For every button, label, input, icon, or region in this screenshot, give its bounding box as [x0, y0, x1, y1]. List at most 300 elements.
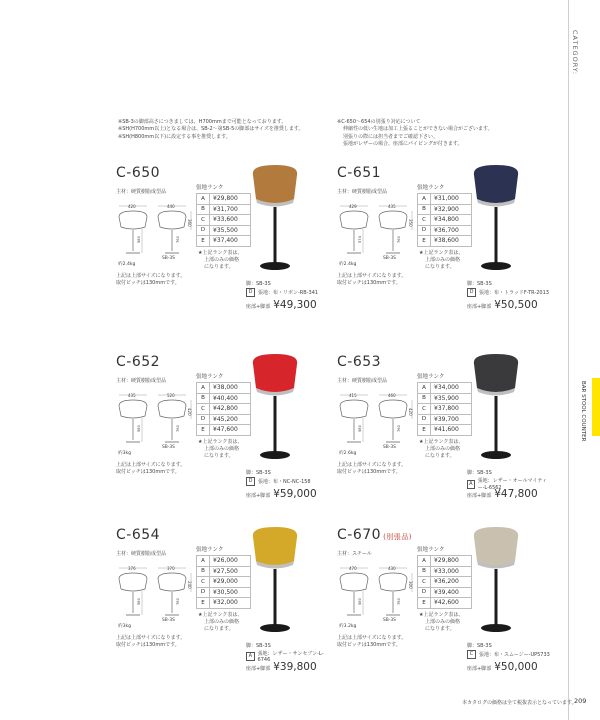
rank-row [197, 414, 251, 425]
rank-table [417, 555, 472, 609]
note-line: 別張りの際には担当者までご確認下さい。 [343, 133, 439, 140]
category-tab-label: BAR STOOL COUNTER [580, 381, 586, 442]
stool-base [260, 451, 290, 459]
note-line: 張地がレザーの場合、座部にパイピングが付きます。 [343, 141, 463, 148]
overall-height-text: 760 [176, 425, 180, 432]
rank-grade: E [418, 598, 431, 609]
footer-note: 本カタログの価格は全て税抜表示となっています。 [462, 700, 577, 706]
dimension-drawing [337, 203, 417, 267]
rank-row [197, 204, 251, 215]
depth-dim-text: 430 [388, 566, 396, 571]
fabric-grade-box: D [467, 288, 476, 297]
stool-pole [495, 396, 498, 452]
rank-note [419, 439, 463, 460]
rank-grade: B [418, 566, 431, 577]
rank-grade: B [197, 393, 210, 404]
price-label: 座部+脚部 [246, 666, 271, 672]
side-view-seat [379, 400, 407, 418]
rank-note-line: ★上記ランク表は、 [198, 439, 243, 445]
pitch-note-line: 上記は上部サイズになります。 [116, 273, 186, 279]
pitch-note-line: 取付ピッチは130mmです。 [337, 280, 401, 287]
model-code: C-670 [337, 527, 382, 543]
stool-image [467, 163, 525, 275]
rank-price: ¥47,600 [210, 425, 251, 436]
stool-image [467, 352, 525, 464]
rank-price: ¥29,000 [210, 577, 251, 588]
model-code: C-653 [337, 354, 382, 370]
fabric-line [467, 650, 550, 659]
rank-note [198, 439, 242, 460]
rank-row [418, 587, 472, 598]
overall-height-text: 760 [176, 236, 180, 243]
width-dim-text: 420 [128, 204, 136, 209]
legs-text: 脚：SB-3S [467, 281, 492, 287]
rank-row [418, 404, 472, 415]
material-text: 主材：硬質樹脂成型品 [337, 378, 388, 384]
stool-seat [474, 165, 518, 203]
pitch-note [116, 273, 185, 287]
rank-row [197, 225, 251, 236]
stool-pole [495, 207, 498, 263]
rank-price: ¥29,800 [431, 556, 472, 567]
rank-note [198, 250, 242, 271]
rank-price: ¥35,900 [431, 393, 472, 404]
rank-grade: A [197, 194, 210, 205]
rank-grade: C [418, 577, 431, 588]
product-card [337, 163, 552, 328]
height-dim-text: 350 [408, 219, 413, 227]
rank-price: ¥42,800 [210, 404, 251, 415]
rank-row [418, 598, 472, 609]
rank-row [197, 425, 251, 436]
note-line: 伸縮性の低い生地は加工上張ることができない場合がございます。 [343, 126, 493, 133]
rank-table [417, 382, 472, 436]
price-line [467, 299, 538, 311]
stool-seat [253, 527, 297, 565]
rank-note-line: になります。 [204, 626, 234, 632]
rank-price: ¥42,600 [431, 598, 472, 609]
rank-price: ¥34,800 [431, 215, 472, 226]
price-line [246, 299, 317, 311]
material-text: 主材：硬質樹脂成型品 [116, 551, 167, 557]
rank-price: ¥37,800 [431, 404, 472, 415]
rank-row [197, 194, 251, 205]
seat-height-text: 580 [137, 598, 141, 605]
rank-price: ¥30,500 [210, 587, 251, 598]
weight-text: 約3.2kg [339, 624, 357, 629]
rank-table [196, 382, 251, 436]
stool-seat [474, 354, 518, 392]
leg-code-text: SB-3S [383, 445, 396, 450]
pitch-note-line: 上記は上部サイズになります。 [337, 635, 407, 641]
model-code: C-650 [116, 165, 161, 181]
model-extra: (別張品) [383, 533, 413, 541]
rank-grade: C [418, 404, 431, 415]
model-name [337, 165, 383, 181]
rank-row [197, 577, 251, 588]
rank-grade: D [418, 225, 431, 236]
fabric-text: 張地：布・トラッドF-TR-2013 [479, 290, 549, 296]
stool-base [260, 624, 290, 632]
width-dim-text: 376 [128, 566, 136, 571]
sidebar-divider [568, 0, 569, 720]
overall-height-text: 760 [397, 236, 401, 243]
rank-grade: C [197, 215, 210, 226]
rank-price: ¥37,400 [210, 236, 251, 247]
stool-pole [274, 207, 277, 263]
pitch-note-line: 上記は上部サイズになります。 [116, 635, 186, 641]
rank-row [418, 414, 472, 425]
depth-dim-text: 460 [388, 393, 396, 398]
legs-text: 脚：SB-3S [246, 281, 271, 287]
model-code: C-651 [337, 165, 382, 181]
rank-grade: E [197, 425, 210, 436]
weight-text: 約2.4kg [339, 262, 357, 267]
rank-grade: C [197, 404, 210, 415]
model-name [116, 527, 162, 543]
rank-note-line: ★上記ランク表は、 [419, 439, 464, 445]
rank-price: ¥38,600 [431, 236, 472, 247]
price-line [246, 488, 317, 500]
rank-price: ¥45,200 [210, 414, 251, 425]
price-value: ¥47,800 [494, 488, 538, 500]
rank-row [197, 566, 251, 577]
dimension-drawing [116, 203, 196, 267]
rank-row [197, 236, 251, 247]
price-label: 座部+脚部 [467, 304, 492, 310]
rank-grade: E [418, 425, 431, 436]
pitch-note-line: 取付ピッチは130mmです。 [116, 642, 180, 649]
rank-title: 張地ランク [417, 547, 445, 553]
rank-price: ¥41,600 [431, 425, 472, 436]
rank-grade: C [197, 577, 210, 588]
rank-title: 張地ランク [417, 374, 445, 380]
rank-row [418, 577, 472, 588]
fabric-grade-box: D [246, 477, 255, 486]
height-dim-text: 300 [408, 581, 413, 589]
rank-grade: D [197, 225, 210, 236]
pitch-note [116, 462, 185, 476]
model-name [116, 354, 162, 370]
rank-note [419, 612, 463, 633]
rank-price: ¥36,200 [431, 577, 472, 588]
rank-grade: A [418, 194, 431, 205]
rank-price: ¥32,900 [431, 204, 472, 215]
material-text: 主材：硬質樹脂成型品 [337, 189, 388, 195]
rank-grade: E [197, 598, 210, 609]
depth-dim-text: 435 [388, 204, 396, 209]
seat-height-text: 580 [358, 598, 362, 605]
rank-note-line: になります。 [204, 264, 234, 270]
price-line [467, 488, 538, 500]
product-card [116, 163, 331, 328]
stool-image [246, 352, 304, 464]
page-number: 209 [574, 697, 587, 705]
rank-row [418, 393, 472, 404]
stool-image [246, 525, 304, 637]
rank-row [418, 425, 472, 436]
rank-grade: B [197, 566, 210, 577]
overall-height-text: 760 [176, 598, 180, 605]
side-view-seat [158, 573, 186, 591]
height-dim-text: 360 [187, 219, 192, 227]
rank-price: ¥36,700 [431, 225, 472, 236]
rank-row [418, 236, 472, 247]
fabric-line [246, 288, 318, 297]
weight-text: 約2.6kg [339, 451, 357, 456]
overall-height-text: 760 [397, 598, 401, 605]
material-text: 主材：スチール [337, 551, 372, 557]
width-dim-text: 429 [349, 204, 357, 209]
stool-base [481, 451, 511, 459]
fabric-grade-box: C [467, 650, 476, 659]
rank-price: ¥39,400 [431, 587, 472, 598]
side-view-seat [158, 211, 186, 229]
category-label: CATEGORY: [571, 30, 579, 76]
rank-grade: A [197, 556, 210, 567]
rank-table [196, 555, 251, 609]
rank-row [197, 556, 251, 567]
rank-grade: D [197, 414, 210, 425]
stool-base [481, 624, 511, 632]
pitch-note-line: 取付ピッチは130mmです。 [337, 469, 401, 476]
rank-note [198, 612, 242, 633]
dimension-drawing [337, 392, 417, 456]
rank-row [418, 566, 472, 577]
stool-pole [495, 569, 498, 625]
pitch-note-line: 取付ピッチは130mmです。 [116, 469, 180, 476]
rank-title: 張地ランク [196, 547, 224, 553]
rank-grade: D [418, 587, 431, 598]
rank-price: ¥33,000 [431, 566, 472, 577]
rank-row [197, 598, 251, 609]
rank-note-line: になります。 [425, 626, 455, 632]
leg-code-text: SB-3S [162, 256, 175, 261]
front-view-seat [340, 211, 368, 229]
price-line [467, 661, 538, 673]
rank-note-line: になります。 [425, 264, 455, 270]
rank-note-line: になります。 [425, 453, 455, 459]
fabric-text: 張地：布・NC-NC-158 [258, 479, 311, 485]
rank-grade: C [418, 215, 431, 226]
seat-height-text: 580 [137, 236, 141, 243]
rank-row [418, 194, 472, 205]
pitch-note-line: 上記は上部サイズになります。 [337, 462, 407, 468]
height-dim-text: 420 [187, 408, 192, 416]
dimension-drawing [116, 392, 196, 456]
rank-grade: D [418, 414, 431, 425]
rank-grade: B [418, 204, 431, 215]
model-name [337, 527, 412, 543]
rank-row [418, 225, 472, 236]
rank-row [197, 587, 251, 598]
model-name [116, 165, 162, 181]
stool-image [467, 525, 525, 637]
side-view-seat [379, 573, 407, 591]
price-label: 座部+脚部 [246, 304, 271, 310]
note-line: ※SB-3の脚部高さにつきましては、H700mmまで可能となっております。 [118, 119, 287, 125]
rank-title: 張地ランク [196, 374, 224, 380]
rank-title: 張地ランク [417, 185, 445, 191]
dimension-drawing [337, 565, 417, 629]
model-code: C-652 [116, 354, 161, 370]
rank-row [418, 383, 472, 394]
fabric-grade-box: D [246, 288, 255, 297]
width-dim-text: 415 [349, 393, 357, 398]
legs-text: 脚：SB-3S [246, 470, 271, 476]
rank-row [197, 393, 251, 404]
rank-note-line: ★上記ランク表は、 [198, 250, 243, 256]
product-card [116, 352, 331, 517]
rank-note-line: 上部のみの価格 [425, 446, 461, 452]
stool-seat [253, 354, 297, 392]
rank-price: ¥38,000 [210, 383, 251, 394]
fabric-text: 張地：レザー・サンセブン-L-6746 [257, 651, 324, 663]
pitch-note [116, 635, 185, 649]
stool-seat [474, 527, 518, 565]
rank-row [418, 204, 472, 215]
rank-note-line: 上部のみの価格 [425, 619, 461, 625]
front-view-seat [119, 573, 147, 591]
pitch-note [337, 273, 406, 287]
height-dim-text: 240 [187, 581, 192, 589]
rank-row [418, 556, 472, 567]
rank-row [418, 215, 472, 226]
dimension-drawing [116, 565, 196, 629]
rank-grade: D [197, 587, 210, 598]
rank-price: ¥32,000 [210, 598, 251, 609]
fabric-text: 張地：レザー・オールマイティー-L-6562 [477, 478, 547, 491]
seat-height-text: 580 [358, 425, 362, 432]
rank-grade: A [418, 383, 431, 394]
material-text: 主材：硬質樹脂成型品 [116, 378, 167, 384]
rank-note-line: 上部のみの価格 [204, 257, 240, 263]
rank-price: ¥33,600 [210, 215, 251, 226]
front-view-seat [119, 211, 147, 229]
rank-table [196, 193, 251, 247]
stool-pole [274, 396, 277, 452]
rank-note-line: ★上記ランク表は、 [198, 612, 243, 618]
rank-grade: A [418, 556, 431, 567]
pitch-note [337, 462, 406, 476]
fabric-text: 張地：布・スムージー-UP5733 [479, 652, 550, 658]
rank-price: ¥31,700 [210, 204, 251, 215]
width-dim-text: 470 [349, 566, 357, 571]
legs-text: 脚：SB-3S [246, 643, 271, 649]
note-line: ※SH(H800mm以下)に設定する事を推奨します。 [118, 133, 231, 140]
price-value: ¥50,500 [494, 299, 538, 311]
fabric-grade-box: A [467, 480, 475, 489]
front-view-seat [340, 400, 368, 418]
seat-height-text: 580 [137, 425, 141, 432]
leg-code-text: SB-3S [162, 618, 175, 623]
price-label: 座部+脚部 [467, 666, 492, 672]
notes-right [337, 119, 562, 149]
price-value: ¥50,000 [494, 661, 538, 673]
rank-grade: E [418, 236, 431, 247]
depth-dim-text: 520 [167, 393, 175, 398]
rank-price: ¥31,000 [431, 194, 472, 205]
notes-left [118, 119, 328, 141]
legs-text: 脚：SB-3S [467, 470, 492, 476]
weight-text: 約3kg [118, 451, 132, 456]
rank-price: ¥34,000 [431, 383, 472, 394]
fabric-grade-box: A [246, 652, 255, 661]
weight-text: 約2.4kg [118, 262, 136, 267]
pitch-note-line: 取付ピッチは130mmです。 [337, 642, 401, 649]
price-value: ¥59,000 [273, 488, 317, 500]
front-view-seat [340, 573, 368, 591]
depth-dim-text: 370 [167, 566, 175, 571]
rank-price: ¥40,400 [210, 393, 251, 404]
fabric-line [467, 288, 549, 297]
legs-text: 脚：SB-3S [467, 643, 492, 649]
rank-row [197, 383, 251, 394]
overall-height-text: 760 [397, 425, 401, 432]
side-view-seat [158, 400, 186, 418]
rank-price: ¥29,800 [210, 194, 251, 205]
price-value: ¥39,800 [273, 661, 317, 673]
rank-note-line: になります。 [204, 453, 234, 459]
fabric-text: 張地：布・リボン-RB-341 [258, 290, 319, 296]
leg-code-text: SB-3S [383, 618, 396, 623]
rank-price: ¥39,700 [431, 414, 472, 425]
rank-note [419, 250, 463, 271]
stool-seat [253, 165, 297, 203]
price-label: 座部+脚部 [467, 493, 492, 499]
side-view-seat [379, 211, 407, 229]
product-card [337, 525, 552, 690]
rank-note-line: 上部のみの価格 [204, 619, 240, 625]
pitch-note-line: 取付ピッチは130mmです。 [116, 280, 180, 287]
leg-code-text: SB-3S [162, 445, 175, 450]
price-value: ¥49,300 [273, 299, 317, 311]
price-label: 座部+脚部 [246, 493, 271, 499]
rank-note-line: 上部のみの価格 [204, 446, 240, 452]
category-tab [592, 378, 600, 436]
rank-row [197, 404, 251, 415]
rank-grade: A [197, 383, 210, 394]
rank-note-line: ★上記ランク表は、 [419, 250, 464, 256]
height-dim-text: 420 [408, 408, 413, 416]
rank-note-line: ★上記ランク表は、 [419, 612, 464, 618]
stool-image [246, 163, 304, 275]
product-card [337, 352, 552, 517]
rank-grade: B [197, 204, 210, 215]
note-line: ※C-650～654の別張り対応について [337, 119, 421, 125]
rank-price: ¥35,500 [210, 225, 251, 236]
pitch-note-line: 上記は上部サイズになります。 [116, 462, 186, 468]
depth-dim-text: 440 [167, 204, 175, 209]
note-line: ※SH(H700mm以上)となる場合は、SB-2～第SB-5の脚部はサイズを推奨します。 [118, 126, 304, 133]
seat-height-text: 574 [358, 236, 362, 243]
pitch-note-line: 上記は上部サイズになります。 [337, 273, 407, 279]
fabric-line [246, 477, 311, 486]
model-code: C-654 [116, 527, 161, 543]
rank-table [417, 193, 472, 247]
weight-text: 約3kg [118, 624, 132, 629]
material-text: 主材：硬質樹脂成型品 [116, 189, 167, 195]
pitch-note [337, 635, 406, 649]
rank-note-line: 上部のみの価格 [425, 257, 461, 263]
product-card [116, 525, 331, 690]
rank-price: ¥26,000 [210, 556, 251, 567]
width-dim-text: 435 [128, 393, 136, 398]
stool-pole [274, 569, 277, 625]
price-line [246, 661, 317, 673]
rank-grade: B [418, 393, 431, 404]
rank-title: 張地ランク [196, 185, 224, 191]
